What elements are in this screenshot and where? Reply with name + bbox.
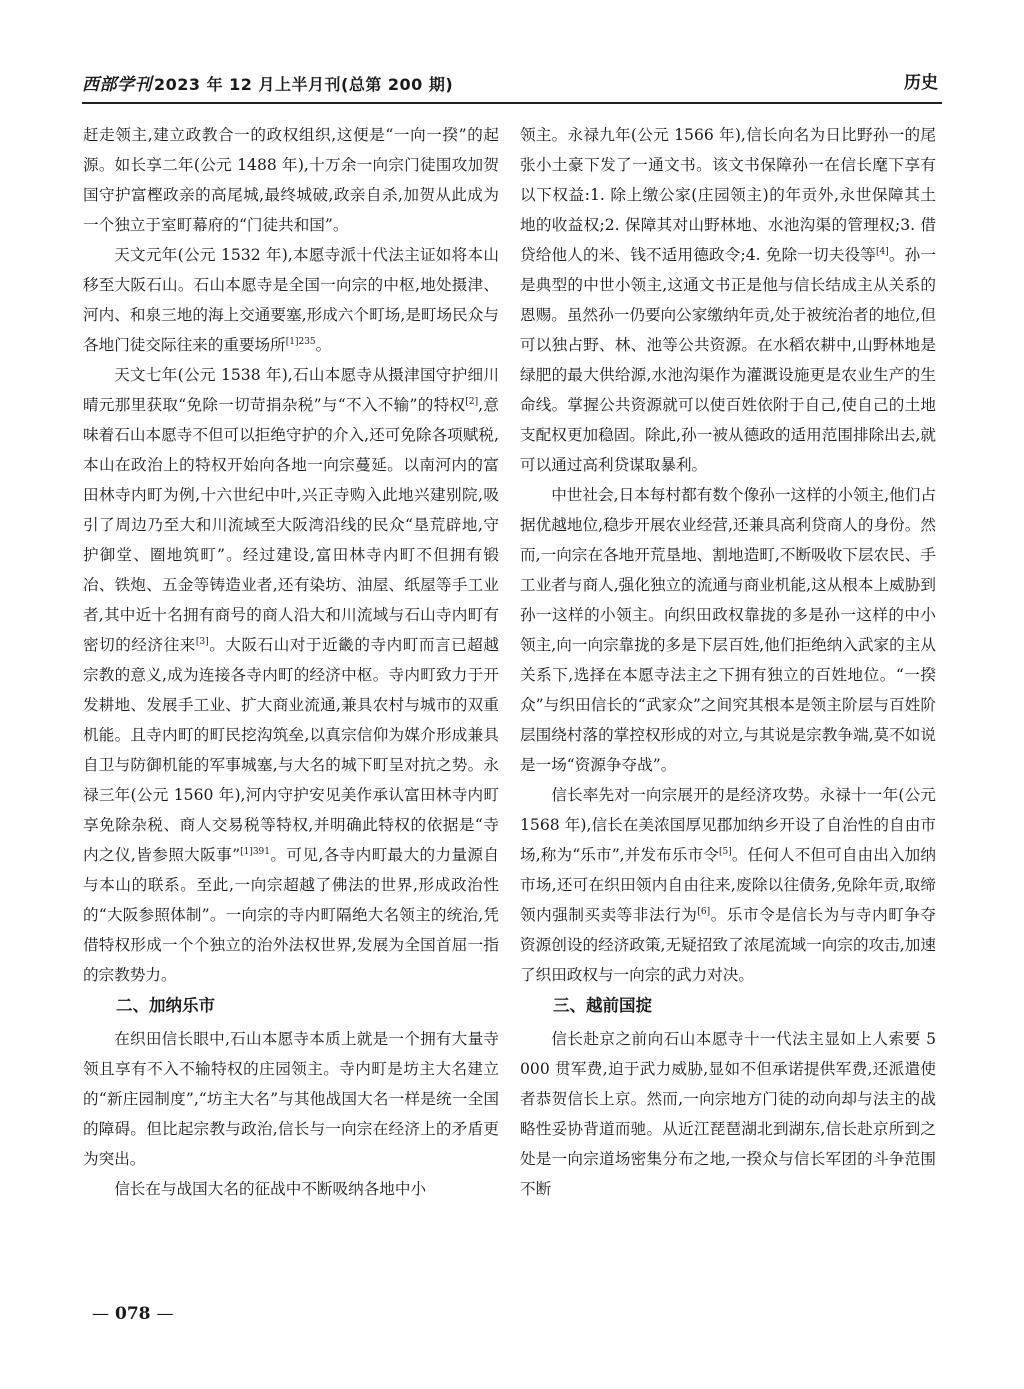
journal-logo: 西部学刊 <box>82 75 152 95</box>
footer-dash: — <box>92 1304 109 1324</box>
paragraph: 天文七年(公元 1538 年),石山本愿寺从摄津国守护细川晴元那里获取“免除一切苛捐杂税”与“不入不输”的特权[2],意味着石山本愿寺不但可以拒绝守护的介入,还可免除各项赋税,本山在政治上的特权开始向各地一向宗蔓延。以南河内的富田林寺内町为例,十六世纪中叶,兴正寺购入此地兴建别院,吸引了周边乃至大和川流域至大阪湾沿线的民众“垦荒辟地,守护御堂、圈地筑町”。经过建设,富田林寺内町不但拥有锻冶、铁炮、五金等铸造业者,还有染坊、油屋、纸屋等手工业者,其中近十名拥有商号的商人沿大和川流域与石山寺内町有密切的经济往来[3]。大阪石山对于近畿的寺内町而言已超越宗教的意义,成为连接各寺内町的经济中枢。寺内町致力于开发耕地、发展手工业、扩大商业流通,兼具农村与城市的双重机能。且寺内町的町民挖沟筑垒,以真宗信仰为媒介形成兼具自卫与防御机能的军事城塞,与大名的城下町呈对抗之势。永禄三年(公元 1560 年),河内守护安见美作承认富田林寺内町享免除杂税、商人交易税等特权,并明确此特权的依据是“寺内之仪,皆参照大阪事”$^{[1]391}$。可见,各寺内町最大的力量源自与本山的联系。至此,一向宗超越了佛法的世界,形成政治性的“大阪参照体制”。一向宗的寺内町隔绝大名领主的统治,凭借特权形成一个个独立的治外法权世界,发展为全国首屈一指的宗教势力。 <box>83 366 499 984</box>
journal-issue: 2023 年 12 月上半月刊(总第 200 期) <box>154 75 454 94</box>
citation: [6] <box>697 907 711 917</box>
paragraph: 信长在与战国大名的征战中不断吸纳各地中小 <box>114 1180 427 1198</box>
journal-title <box>82 70 453 95</box>
left-column <box>83 120 499 1204</box>
section-label: 历史 <box>904 73 938 93</box>
citation: [3] <box>195 637 209 647</box>
citation: [1]235 <box>285 337 316 347</box>
footer-dash: — <box>156 1304 174 1324</box>
citation: [1]391 <box>240 847 271 857</box>
paragraph: 领主。永禄九年(公元 1566 年),信长向名为日比野孙一的尾张小土豪下发了一通文书。该文书保障孙一在信长麾下享有以下权益:1. 除上缴公家(庄园领主)的年贡外,永世保障其土地的收益权;2. 保障其对山野林地、水池沟渠的管理权;3. 借贷给他人的米、钱不适用德政令;4. 免除一切夫役等[4]。孙一是典型的中世小领主,这通文书正是他与信长结成主从关系的恩赐。虽然孙一仍要向公家缴纳年贡,处于被统治者的地位,但可以独占野、林、池等公共资源。在水稻农耕中,山野林地是绿肥的最大供给源,水池沟渠作为灌溉设施更是农业生产的生命线。掌握公共资源就可以使百姓依附于自己,使自己的土地支配权更加稳固。除此,孙一被从德政的适用范围排除出去,就可以通过高利贷谋取暴利。 <box>520 126 936 474</box>
paragraph: 天文元年(公元 1532 年),本愿寺派十代法主证如将本山移至大阪石山。石山本愿寺是全国一向宗的中枢,地处摄津、河内、和泉三地的海上交通要塞,形成六个町场,是町场民众与各地门徒交际往来的重要场所$^{[1]235}$。 <box>83 246 499 354</box>
page-footer <box>86 1304 180 1324</box>
page-header <box>82 62 942 104</box>
paragraph: 赶走领主,建立政教合一的政权组织,这便是“一向一揆”的起源。如长享二年(公元 1488 年),十万余一向宗门徒围攻加贺国守护富樫政亲的高尾城,最终城破,政亲自杀,加贺从此成为一个独立于室町幕府的“门徒共和国”。 <box>83 126 499 234</box>
citation: [2] <box>465 397 479 407</box>
section-heading: 二、加纳乐市 <box>116 996 215 1015</box>
paragraph: 在织田信长眼中,石山本愿寺本质上就是一个拥有大量寺领且享有不入不输特权的庄园领主。寺内町是坊主大名建立的“新庄园制度”,“坊主大名”与其他战国大名一样是统一全国的障碍。但比起宗教与政治,信长与一向宗在经济上的矛盾更为突出。 <box>83 1030 499 1168</box>
right-column <box>520 120 936 1204</box>
paragraph: 中世社会,日本每村都有数个像孙一这样的小领主,他们占据优越地位,稳步开展农业经营,还兼具高利贷商人的身份。然而,一向宗在各地开荒垦地、割地造町,不断吸收下层农民、手工业者与商人,强化独立的流通与商业机能,这从根本上威胁到孙一这样的小领主。向织田政权靠拢的多是孙一这样的中小领主,向一向宗靠拢的多是下层百姓,他们拒绝纳入武家的主从关系下,选择在本愿寺法主之下拥有独立的百姓地位。“一揆众”与织田信长的“武家众”之间究其根本是领主阶层与百姓阶层围绕村落的掌控权形成的对立,与其说是宗教争端,莫不如说是一场“资源争夺战”。 <box>520 486 936 774</box>
citation: [5] <box>719 847 732 857</box>
paragraph: 信长赴京之前向石山本愿寺十一代法主显如上人索要 5 000 贯军费,迫于武力威胁,显如不但承诺提供军费,还派遣使者恭贺信长上京。然而,一向宗地方门徒的动向却与法主的战略性妥协背道而驰。从近江琵琶湖北到湖东,信长赴京所到之处是一向宗道场密集分布之地,一揆众与信长军团的斗争范围不断 <box>520 1030 936 1198</box>
paragraph: 信长率先对一向宗展开的是经济攻势。永禄十一年(公元 1568 年),信长在美浓国厚见郡加纳乡开设了自治性的自由市场,称为“乐市”,并发布乐市令[5]。任何人不但可自由出入加纳市场,还可在织田领内自由往来,废除以往债务,免除年贡,取缔领内强制买卖等非法行为[6]。乐市令是信长为与寺内町争夺资源创设的经济政策,无疑招致了浓尾流域一向宗的攻击,加速了织田政权与一向宗的武力对决。 <box>520 786 936 984</box>
citation: [4] <box>875 247 889 257</box>
page-number: 078 <box>115 1304 151 1324</box>
section-heading: 三、越前国掟 <box>553 996 652 1015</box>
